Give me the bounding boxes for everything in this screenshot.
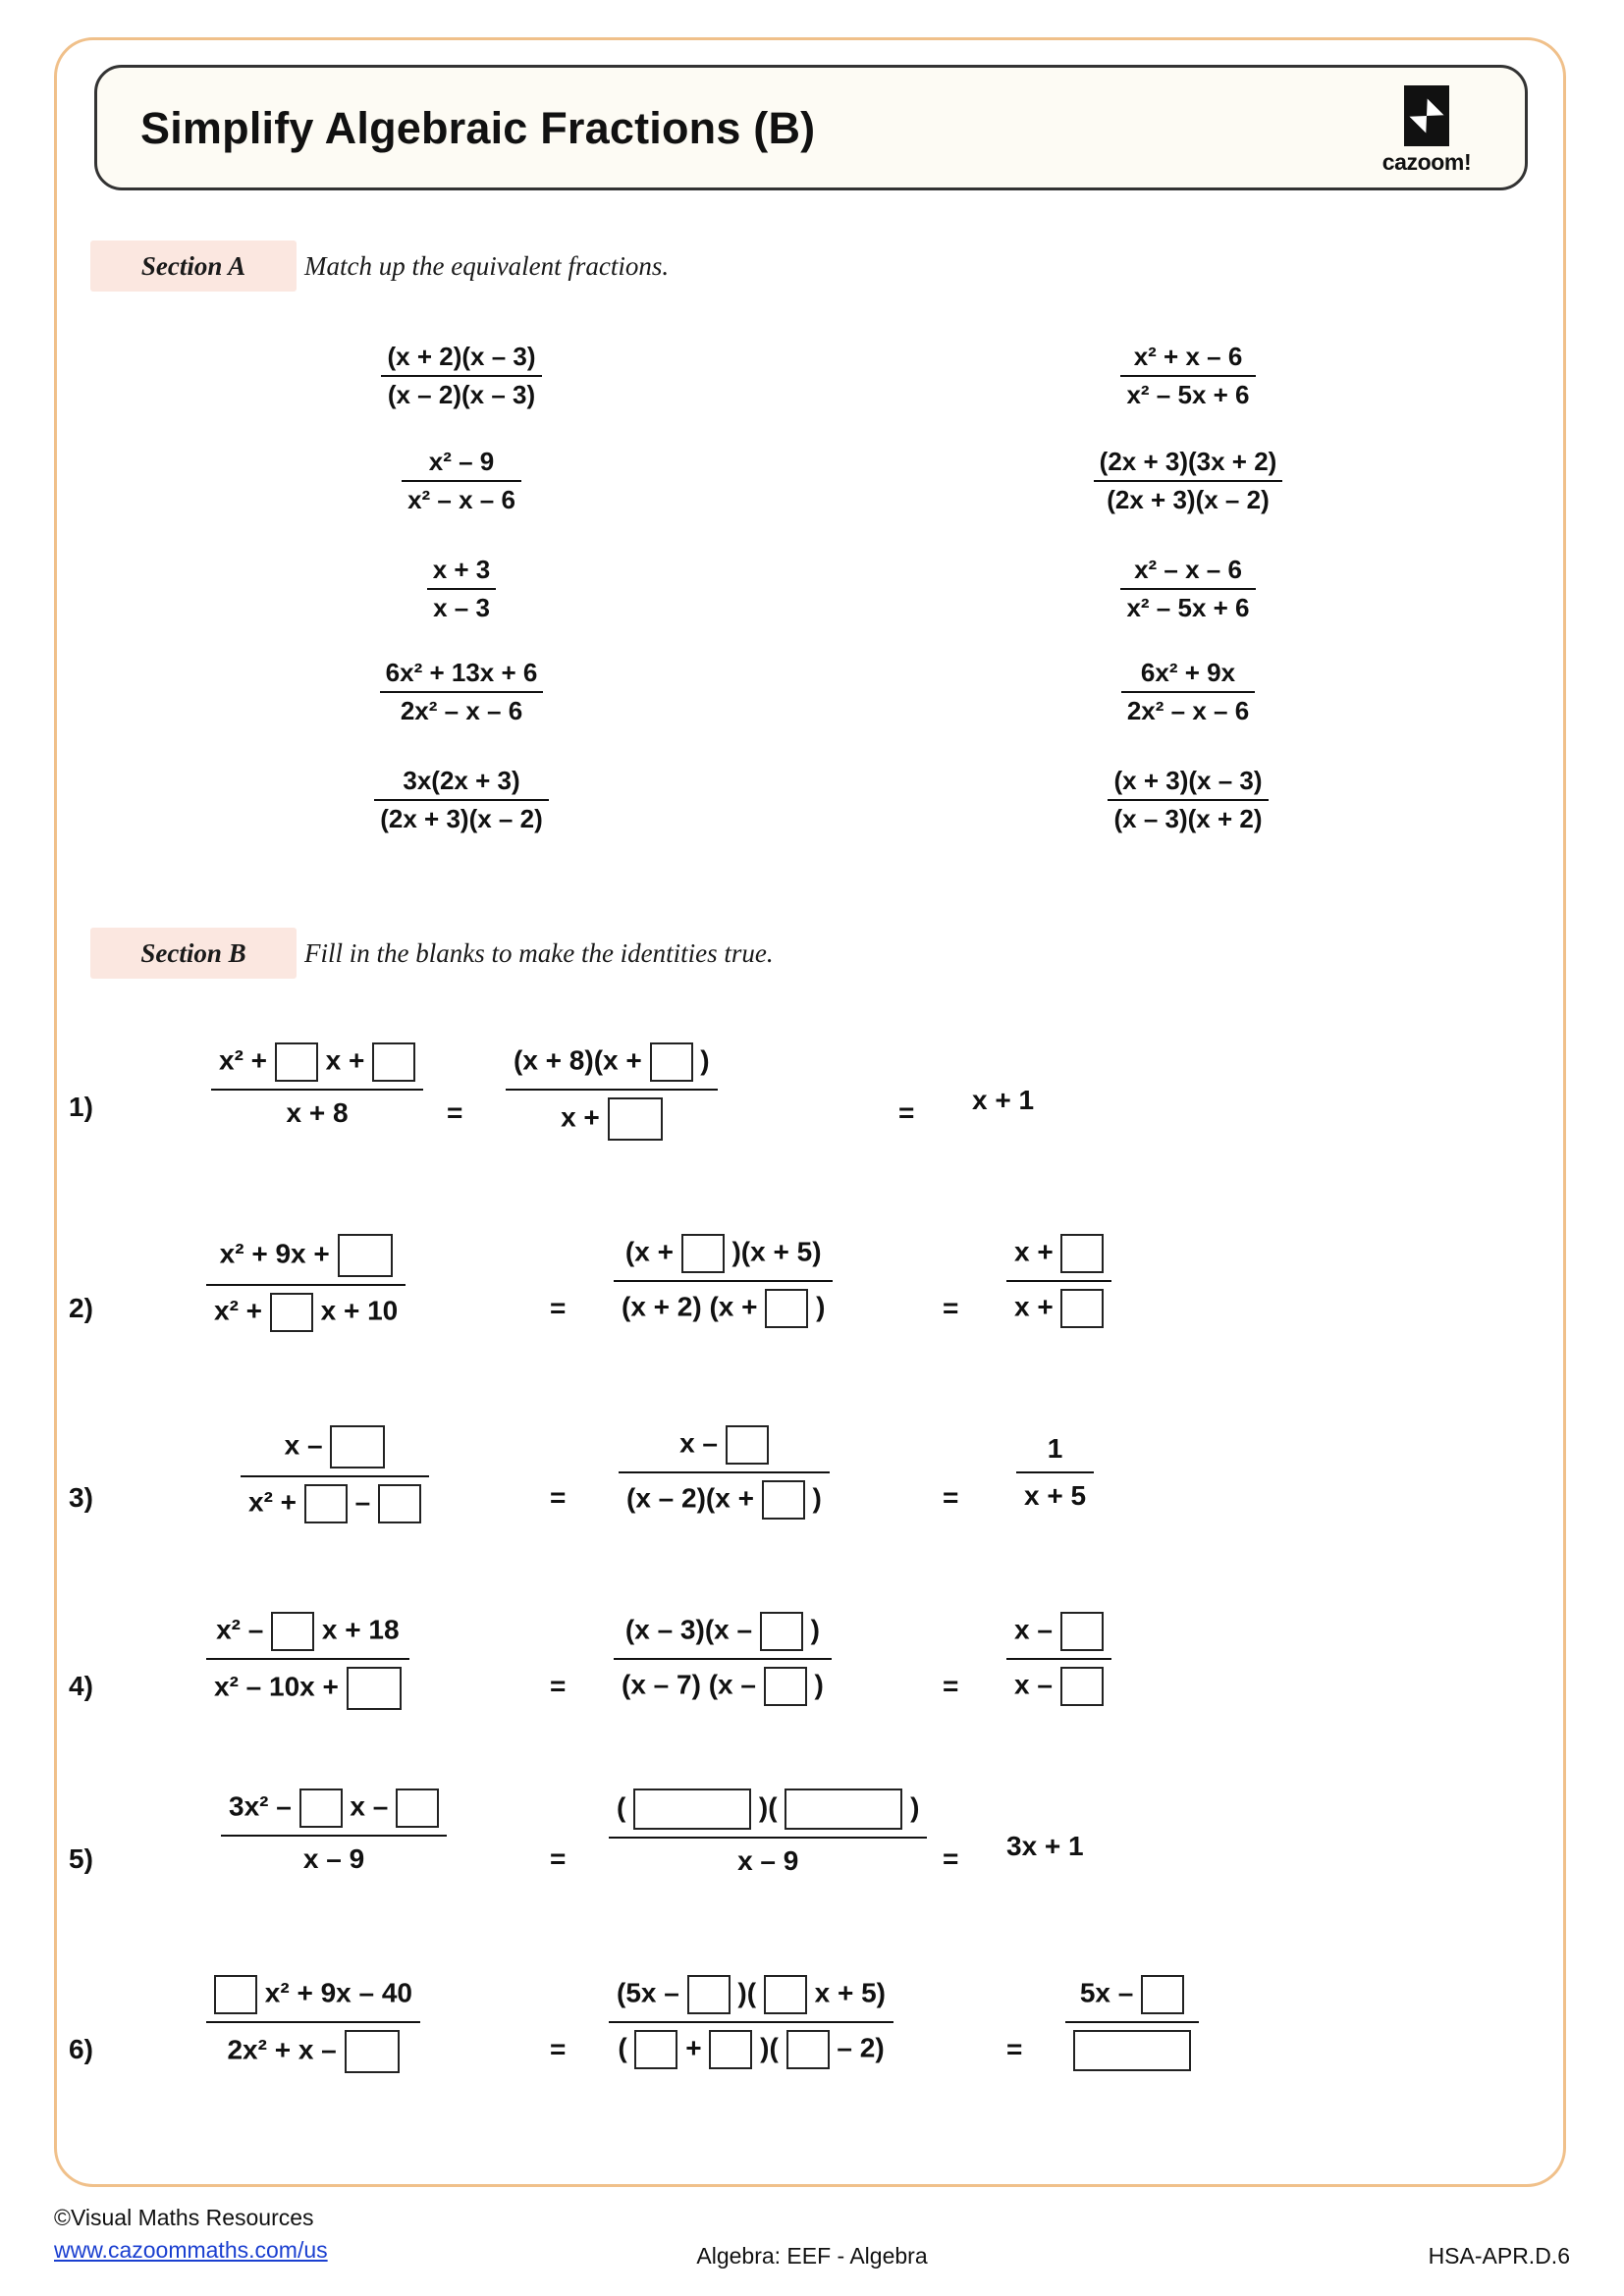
answer-box[interactable] bbox=[760, 1612, 803, 1651]
fraction bbox=[402, 447, 521, 515]
answer-box[interactable] bbox=[765, 1289, 808, 1328]
question-row-2 bbox=[59, 1232, 1453, 1379]
answer-box[interactable] bbox=[338, 1234, 393, 1277]
q4-part3 bbox=[1006, 1610, 1111, 1708]
expr-text: (x + 8)(x + bbox=[514, 1044, 642, 1076]
fraction-numerator bbox=[1065, 1973, 1199, 2021]
answer-box[interactable] bbox=[372, 1042, 415, 1082]
fraction-denominator: x – 9 bbox=[609, 1837, 927, 1879]
footer-standard-code: HSA-APR.D.6 bbox=[1428, 2243, 1570, 2269]
answer-box[interactable] bbox=[347, 1667, 402, 1710]
fraction-denominator bbox=[619, 1471, 830, 1522]
answer-box[interactable] bbox=[304, 1484, 348, 1523]
answer-box[interactable] bbox=[634, 2030, 677, 2069]
fraction bbox=[619, 1423, 830, 1522]
expr-text: )( bbox=[758, 1791, 778, 1823]
fraction-numerator: (2x + 3)(3x + 2) bbox=[1099, 447, 1277, 476]
answer-box[interactable] bbox=[345, 2030, 400, 2073]
match-left-item-2[interactable] bbox=[245, 447, 677, 515]
expr-text: x² – bbox=[216, 1614, 264, 1645]
page-title: Simplify Algebraic Fractions (B) bbox=[140, 103, 816, 153]
q4-part2 bbox=[614, 1610, 832, 1708]
q5-part3: 3x + 1 bbox=[1006, 1831, 1084, 1861]
fraction-numerator: x² – x – 6 bbox=[1134, 555, 1242, 584]
fraction-denominator: 2x² – x – 6 bbox=[1121, 691, 1255, 726]
answer-box[interactable] bbox=[764, 1975, 807, 2014]
fraction-denominator: (x – 2)(x – 3) bbox=[381, 375, 541, 410]
expr-text: x² + bbox=[214, 1295, 263, 1326]
q4-part1 bbox=[206, 1610, 409, 1712]
expr-text: ) bbox=[814, 1669, 824, 1700]
match-right-item-2[interactable] bbox=[972, 447, 1404, 515]
fraction-numerator: 1 bbox=[1047, 1433, 1063, 1464]
title-box bbox=[94, 65, 1528, 190]
fraction bbox=[241, 1423, 429, 1525]
expr-text: ) bbox=[816, 1291, 826, 1322]
expr-text: x + bbox=[561, 1101, 600, 1133]
answer-box[interactable] bbox=[378, 1484, 421, 1523]
section-a-tag bbox=[90, 240, 297, 292]
expr-text: ( bbox=[618, 2032, 627, 2063]
fraction-denominator: 2x² – x – 6 bbox=[380, 691, 544, 726]
expr-text: x + 10 bbox=[320, 1295, 399, 1326]
section-a-label: Section A bbox=[140, 251, 246, 281]
fraction bbox=[1108, 766, 1268, 834]
fraction bbox=[206, 1610, 409, 1712]
fraction-numerator bbox=[1006, 1232, 1111, 1280]
fraction-denominator: x² – 5x + 6 bbox=[1120, 588, 1255, 623]
fraction bbox=[1016, 1431, 1094, 1514]
expr-text: x + bbox=[325, 1044, 365, 1076]
fraction bbox=[1065, 1973, 1199, 2073]
fraction-numerator: 6x² + 9x bbox=[1140, 658, 1236, 687]
expr-text: x² + 9x – 40 bbox=[264, 1977, 413, 2008]
answer-box[interactable] bbox=[214, 1975, 257, 2014]
question-number: 1) bbox=[69, 1092, 93, 1122]
equals-sign-4b: = bbox=[943, 1671, 959, 1701]
fraction bbox=[1121, 658, 1255, 726]
fraction-denominator: x² – x – 6 bbox=[402, 480, 521, 515]
fraction bbox=[374, 766, 548, 834]
website-link[interactable]: www.cazoommaths.com/us bbox=[54, 2237, 328, 2264]
question-number: 6) bbox=[69, 2034, 93, 2064]
fraction-denominator: x + 5 bbox=[1016, 1471, 1094, 1514]
fraction-numerator bbox=[241, 1423, 429, 1475]
answer-box[interactable] bbox=[633, 1789, 751, 1830]
fraction-denominator: (2x + 3)(x – 2) bbox=[1094, 480, 1283, 515]
q2-part3 bbox=[1006, 1232, 1111, 1330]
expr-text: (5x – bbox=[617, 1977, 679, 2008]
fraction-denominator bbox=[1006, 1280, 1111, 1330]
q1-part1 bbox=[211, 1041, 423, 1131]
fraction-denominator: x² – 5x + 6 bbox=[1120, 375, 1255, 410]
fraction-numerator bbox=[506, 1041, 718, 1089]
question-row-5 bbox=[59, 1787, 1453, 1924]
expr-text: )(x + 5) bbox=[731, 1236, 822, 1267]
expr-text: – 2) bbox=[837, 2032, 885, 2063]
answer-box[interactable] bbox=[396, 1789, 439, 1828]
fraction-numerator: 3x(2x + 3) bbox=[403, 766, 520, 795]
cazoom-hourglass-icon bbox=[1404, 85, 1449, 146]
q6-part1 bbox=[206, 1973, 420, 2075]
expr-text: x² – 10x + bbox=[214, 1671, 339, 1702]
fraction bbox=[206, 1232, 406, 1334]
cazoom-logo-label: cazoom! bbox=[1381, 149, 1472, 175]
fraction-denominator bbox=[614, 1658, 832, 1708]
answer-box[interactable] bbox=[275, 1042, 318, 1082]
fraction-numerator: (x + 2)(x – 3) bbox=[387, 342, 536, 371]
expr-text: ) bbox=[700, 1044, 710, 1076]
expr-text: (x – 3)(x – bbox=[624, 1614, 753, 1645]
expr-text: ) bbox=[910, 1791, 920, 1823]
match-right-item-5[interactable] bbox=[972, 766, 1404, 834]
equals-sign-1b: = bbox=[898, 1097, 915, 1128]
answer-box[interactable] bbox=[1060, 1667, 1104, 1706]
answer-box[interactable] bbox=[681, 1234, 725, 1273]
answer-box[interactable] bbox=[1060, 1612, 1104, 1651]
expr-text: 2x² + x – bbox=[227, 2034, 337, 2065]
expr-text: x – bbox=[1014, 1614, 1053, 1645]
fraction bbox=[380, 658, 544, 726]
fraction-numerator bbox=[1006, 1610, 1111, 1658]
answer-box[interactable] bbox=[1060, 1234, 1104, 1273]
question-row-3 bbox=[59, 1423, 1453, 1566]
q3-part3 bbox=[1016, 1431, 1094, 1514]
fraction bbox=[614, 1232, 833, 1330]
equals-sign-1a: = bbox=[447, 1097, 463, 1128]
expr-text: ) bbox=[812, 1482, 822, 1514]
q5-part2 bbox=[609, 1787, 927, 1879]
answer-box[interactable] bbox=[299, 1789, 343, 1828]
question-row-6 bbox=[59, 1973, 1453, 2120]
expr-text: (x – 2)(x + bbox=[626, 1482, 754, 1514]
answer-box[interactable] bbox=[762, 1480, 805, 1520]
fraction-numerator bbox=[211, 1041, 423, 1089]
question-row-1 bbox=[59, 1041, 1453, 1178]
fraction-numerator bbox=[619, 1423, 830, 1471]
answer-box[interactable] bbox=[270, 1293, 313, 1332]
fraction bbox=[506, 1041, 718, 1143]
section-b-label: Section B bbox=[140, 938, 246, 968]
fraction-denominator bbox=[206, 2021, 420, 2075]
fraction bbox=[1094, 447, 1283, 515]
fraction-numerator bbox=[206, 1610, 409, 1658]
fraction-numerator bbox=[614, 1610, 832, 1658]
expr-text: x – bbox=[284, 1429, 323, 1461]
fraction-denominator: (x – 3)(x + 2) bbox=[1108, 799, 1268, 834]
expr-text: x² + 9x + bbox=[219, 1238, 330, 1269]
fraction-denominator bbox=[1006, 1658, 1111, 1708]
equals-sign-3b: = bbox=[943, 1482, 959, 1513]
answer-box[interactable] bbox=[608, 1097, 663, 1141]
expr-text: x + 5) bbox=[814, 1977, 886, 2008]
expr-text: – bbox=[354, 1486, 371, 1518]
expr-text: ( bbox=[617, 1791, 626, 1823]
equals-sign-3a: = bbox=[550, 1482, 567, 1513]
expr-text: 5x – bbox=[1079, 1977, 1134, 2008]
equals-sign-6a: = bbox=[550, 2034, 567, 2064]
match-left-item-1[interactable] bbox=[245, 342, 677, 410]
fraction-numerator bbox=[221, 1787, 447, 1835]
fraction bbox=[1120, 555, 1255, 623]
fraction-denominator bbox=[506, 1089, 718, 1143]
expr-text: x – bbox=[1014, 1669, 1053, 1700]
fraction-numerator: x² – 9 bbox=[428, 447, 495, 476]
answer-box[interactable] bbox=[726, 1425, 769, 1465]
answer-box[interactable] bbox=[1073, 2030, 1191, 2071]
answer-box[interactable] bbox=[1141, 1975, 1184, 2014]
question-row-4 bbox=[59, 1610, 1453, 1757]
expr-text: ) bbox=[810, 1614, 820, 1645]
fraction-denominator: x + 8 bbox=[211, 1089, 423, 1131]
footer-topic: Algebra: EEF - Algebra bbox=[696, 2243, 928, 2269]
fraction-denominator bbox=[206, 1658, 409, 1712]
fraction bbox=[614, 1610, 832, 1708]
fraction-numerator bbox=[206, 1232, 406, 1284]
fraction-denominator bbox=[609, 2021, 893, 2071]
q2-part2 bbox=[614, 1232, 833, 1330]
expr-text: x – bbox=[350, 1790, 389, 1822]
answer-box[interactable] bbox=[785, 1789, 902, 1830]
q3-part2 bbox=[619, 1423, 830, 1522]
fraction bbox=[206, 1973, 420, 2075]
q1-part2 bbox=[506, 1041, 718, 1143]
answer-box[interactable] bbox=[764, 1667, 807, 1706]
answer-box[interactable] bbox=[650, 1042, 693, 1082]
expr-text: x + bbox=[1014, 1236, 1054, 1267]
expr-text: )( bbox=[760, 2032, 779, 2063]
expr-text: + bbox=[685, 2032, 702, 2063]
fraction-numerator: x + 3 bbox=[432, 555, 491, 584]
match-right-item-3[interactable] bbox=[972, 555, 1404, 623]
expr-text: x + 18 bbox=[321, 1614, 400, 1645]
fraction-denominator: (2x + 3)(x – 2) bbox=[374, 799, 548, 834]
section-a-instruction: Match up the equivalent fractions. bbox=[304, 251, 670, 281]
answer-box[interactable] bbox=[271, 1612, 314, 1651]
fraction bbox=[427, 555, 497, 623]
q2-part1 bbox=[206, 1232, 406, 1334]
expr-text: x + bbox=[1014, 1291, 1054, 1322]
question-number: 4) bbox=[69, 1671, 93, 1701]
expr-text: (x – 7) (x – bbox=[622, 1669, 756, 1700]
fraction bbox=[609, 1973, 893, 2071]
answer-box[interactable] bbox=[786, 2030, 830, 2069]
q1-part3: x + 1 bbox=[972, 1085, 1035, 1115]
q3-part1 bbox=[241, 1423, 429, 1525]
fraction-denominator bbox=[614, 1280, 833, 1330]
fraction bbox=[211, 1041, 423, 1131]
q6-part2 bbox=[609, 1973, 893, 2071]
match-right-item-4[interactable] bbox=[972, 658, 1404, 726]
fraction-numerator: 6x² + 13x + 6 bbox=[385, 658, 538, 687]
expr-text: 3x² – bbox=[229, 1790, 292, 1822]
fraction-denominator: x – 3 bbox=[427, 588, 497, 623]
expr-text: x² + bbox=[219, 1044, 268, 1076]
answer-box[interactable] bbox=[709, 2030, 752, 2069]
fraction bbox=[221, 1787, 447, 1877]
answer-box[interactable] bbox=[330, 1425, 385, 1468]
fraction-denominator bbox=[241, 1475, 429, 1525]
fraction bbox=[1120, 342, 1255, 410]
question-number: 5) bbox=[69, 1843, 93, 1874]
fraction bbox=[609, 1787, 927, 1879]
equals-sign-2a: = bbox=[550, 1293, 567, 1323]
answer-box[interactable] bbox=[1060, 1289, 1104, 1328]
match-left-item-4[interactable] bbox=[245, 658, 677, 726]
q6-part3 bbox=[1065, 1973, 1199, 2073]
match-right-item-1[interactable] bbox=[972, 342, 1404, 410]
fraction-denominator bbox=[206, 1284, 406, 1334]
match-left-item-3[interactable] bbox=[245, 555, 677, 623]
match-left-item-5[interactable] bbox=[245, 766, 677, 834]
q5-part1 bbox=[221, 1787, 447, 1877]
copyright-text: ©Visual Maths Resources bbox=[54, 2205, 314, 2230]
question-number: 3) bbox=[69, 1482, 93, 1513]
equals-sign-2b: = bbox=[943, 1293, 959, 1323]
answer-box[interactable] bbox=[687, 1975, 731, 2014]
fraction-numerator bbox=[609, 1787, 927, 1837]
fraction-numerator: (x + 3)(x – 3) bbox=[1113, 766, 1263, 795]
fraction-numerator bbox=[614, 1232, 833, 1280]
equals-sign-4a: = bbox=[550, 1671, 567, 1701]
fraction bbox=[381, 342, 541, 410]
fraction-denominator bbox=[1065, 2021, 1199, 2073]
section-b-instruction: Fill in the blanks to make the identities true. bbox=[304, 938, 774, 968]
fraction-numerator: x² + x – 6 bbox=[1133, 342, 1243, 371]
cazoom-logo bbox=[1358, 85, 1495, 176]
expr-text: x – bbox=[679, 1427, 718, 1459]
expr-text: x² + bbox=[248, 1486, 298, 1518]
expr-text: )( bbox=[737, 1977, 757, 2008]
expr-text: (x + bbox=[624, 1236, 674, 1267]
equals-sign-6b: = bbox=[1006, 2034, 1023, 2064]
equals-sign-5a: = bbox=[550, 1843, 567, 1874]
section-b-tag bbox=[90, 928, 297, 979]
equals-sign-5b: = bbox=[943, 1843, 959, 1874]
fraction-numerator bbox=[609, 1973, 893, 2021]
question-number: 2) bbox=[69, 1293, 93, 1323]
fraction bbox=[1006, 1232, 1111, 1330]
fraction-numerator bbox=[206, 1973, 420, 2021]
fraction-denominator: x – 9 bbox=[221, 1835, 447, 1877]
expr-text: (x + 2) (x + bbox=[622, 1291, 758, 1322]
fraction bbox=[1006, 1610, 1111, 1708]
